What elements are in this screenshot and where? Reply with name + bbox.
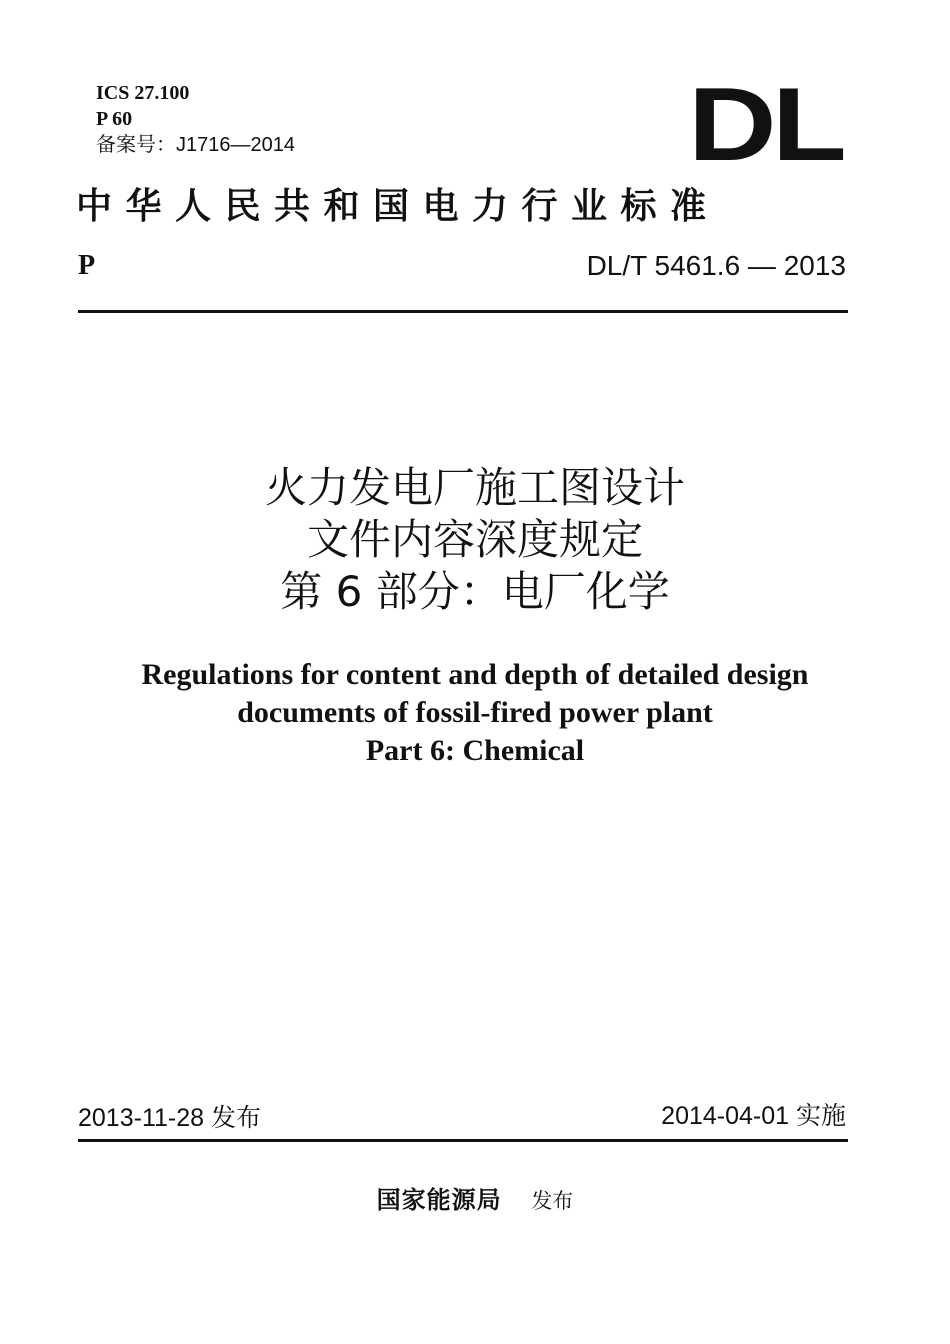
- chinese-title-line: 文件内容深度规定: [306, 515, 643, 564]
- ccs-code: P 60: [96, 108, 133, 130]
- chinese-title: [0, 462, 950, 618]
- dl-logo: DL: [688, 67, 843, 183]
- standard-category: P: [78, 250, 96, 281]
- standard-org-title: 中华人民共和国电力行业标准: [76, 185, 720, 227]
- issuing-authority: 国家能源局: [376, 1185, 502, 1214]
- classification-block: [96, 80, 295, 158]
- record-number: 备案号：J1716—2014: [96, 134, 295, 156]
- footer-divider: [78, 1139, 848, 1142]
- issue-date: 2013-11-28 发布: [78, 1104, 261, 1132]
- effective-date: 2014-04-01 实施: [661, 1102, 846, 1130]
- issue-action: 发布: [531, 1189, 574, 1213]
- ics-code: ICS 27.100: [96, 82, 190, 104]
- header-divider: [78, 310, 848, 313]
- english-title: [0, 656, 950, 770]
- english-title-line: documents of fossil-fired power plant: [237, 696, 713, 729]
- english-title-line: Regulations for content and depth of detailed design: [141, 658, 809, 691]
- standard-code: DL/T 5461.6 — 2013: [586, 250, 846, 281]
- chinese-title-line: 第 6 部分：电厂化学: [280, 567, 670, 616]
- chinese-title-line: 火力发电厂施工图设计: [264, 463, 685, 512]
- issuer-line: [0, 1184, 950, 1217]
- english-title-line: Part 6: Chemical: [365, 734, 585, 767]
